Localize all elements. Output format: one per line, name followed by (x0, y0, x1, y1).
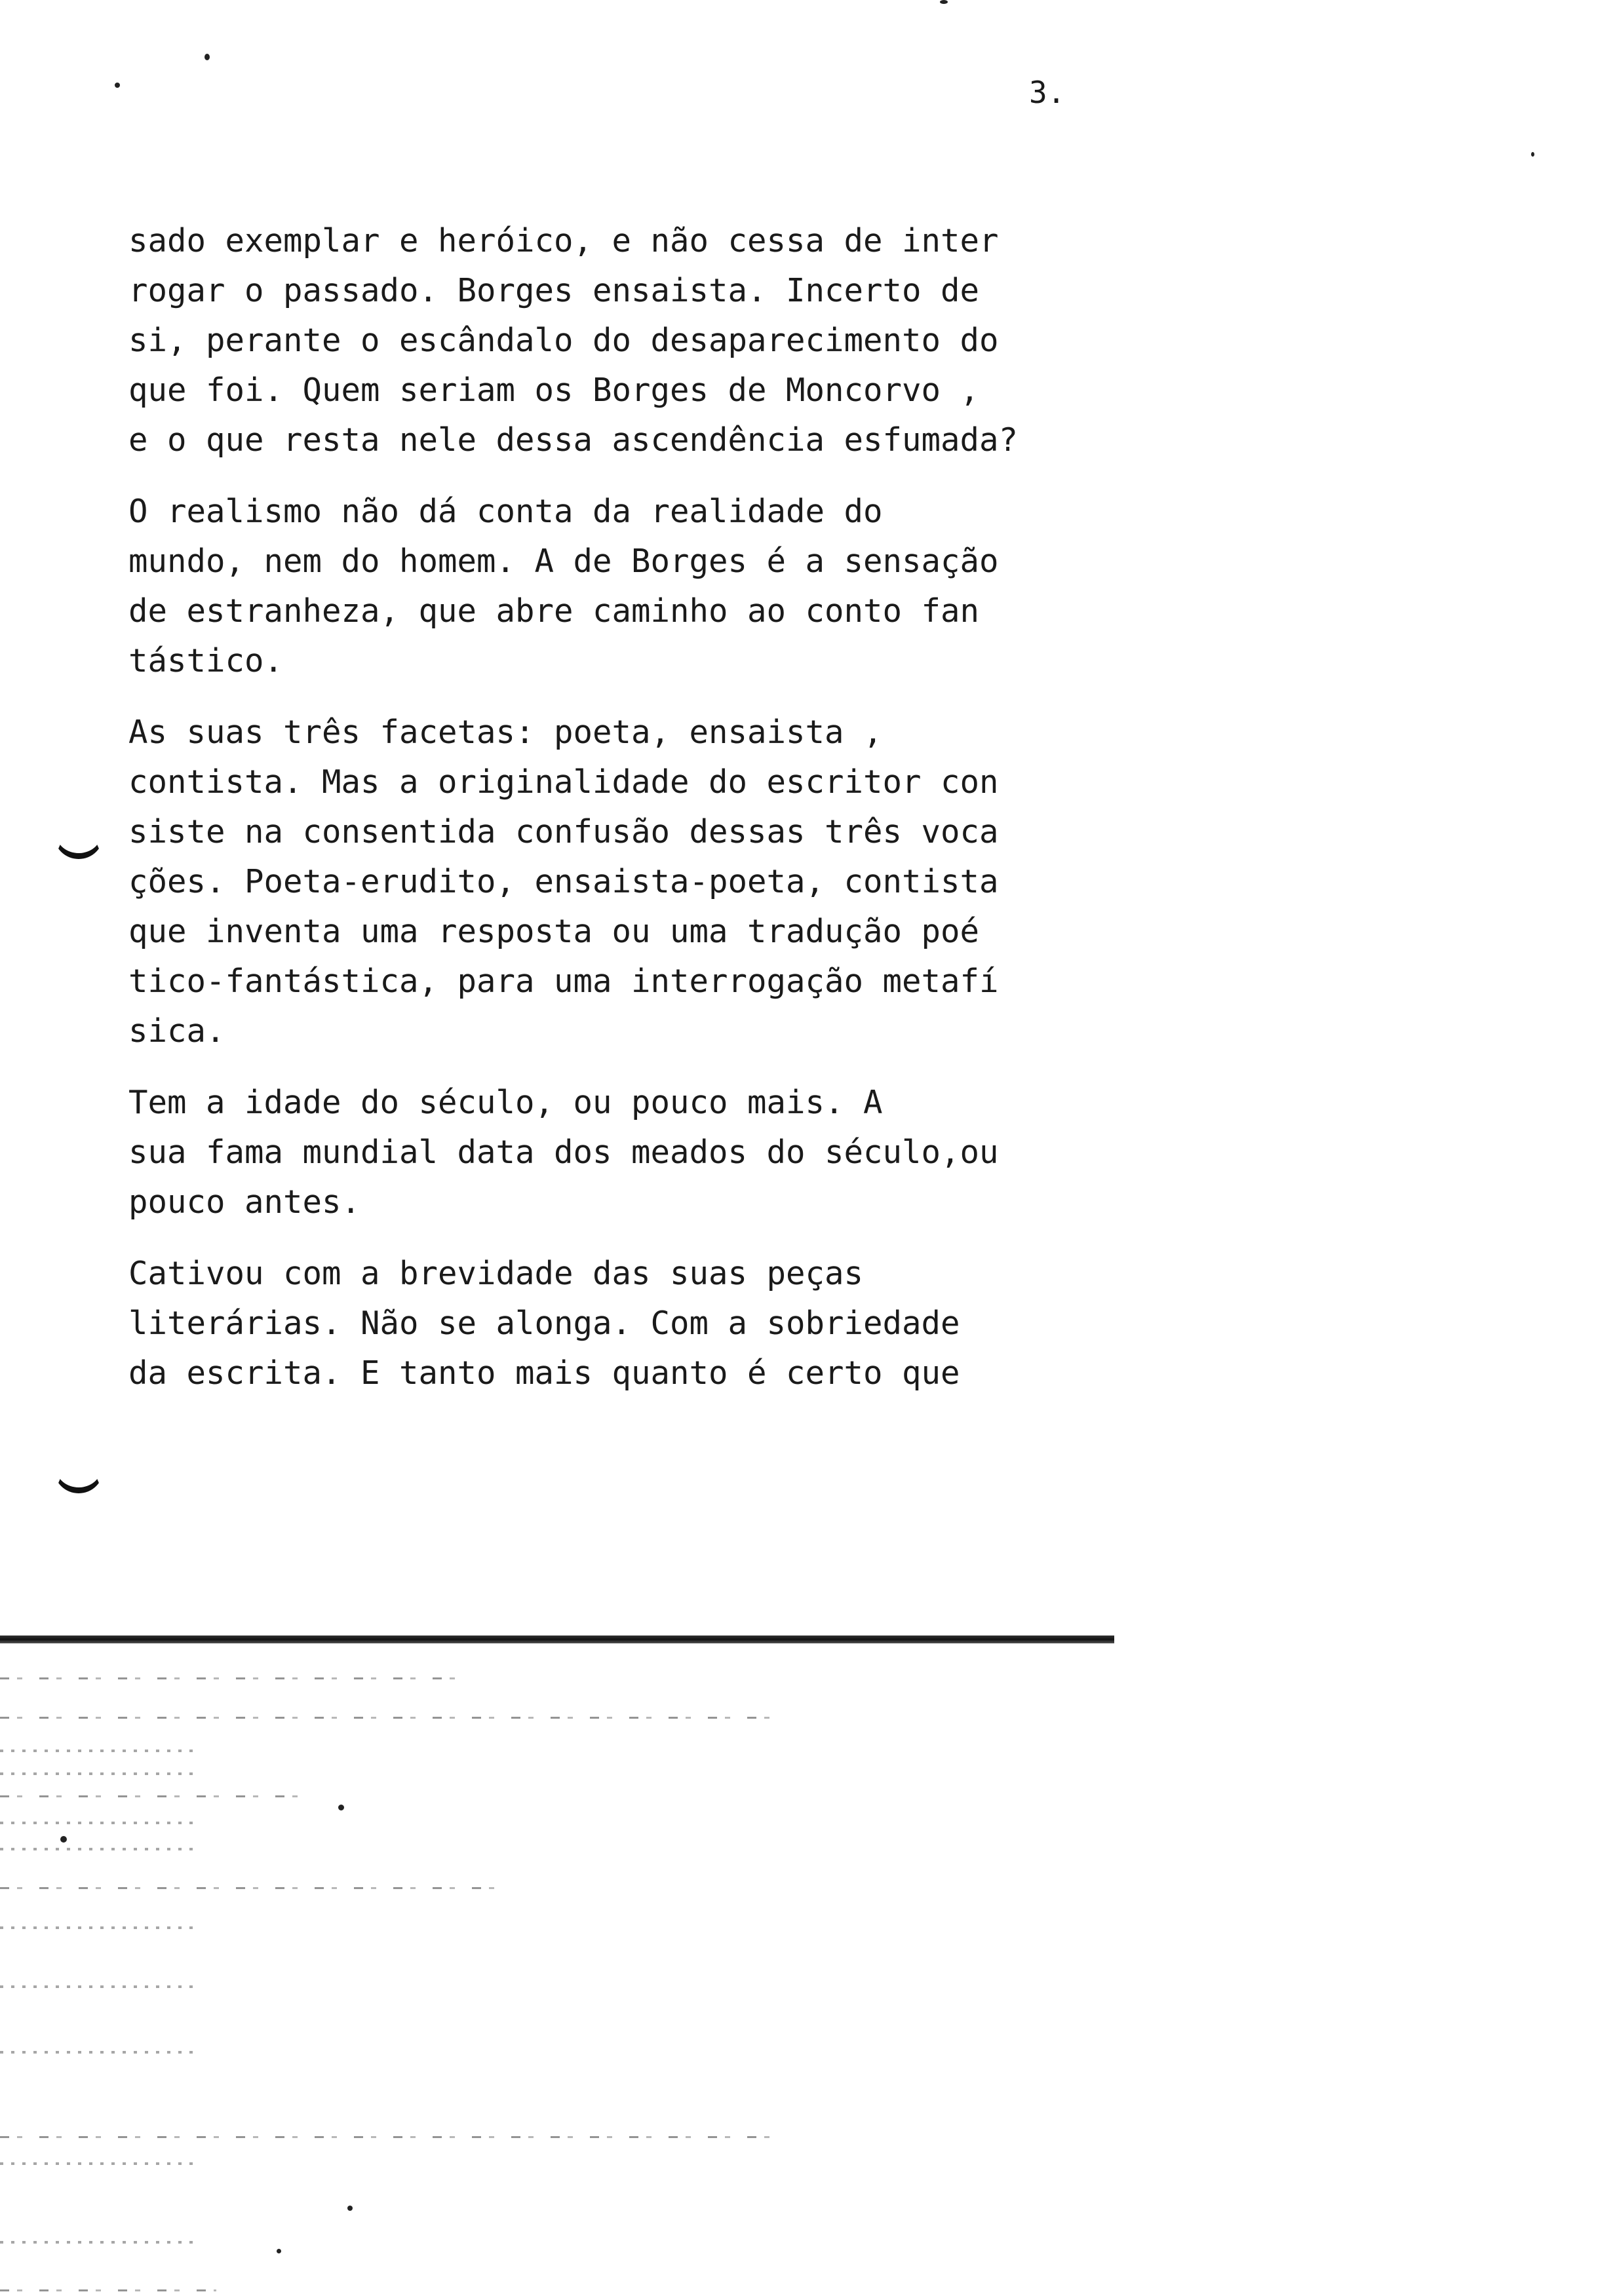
paragraph (128, 708, 1079, 1056)
margin-mark (54, 827, 104, 859)
text-line: ções. Poeta-erudito, ensaista-poeta, contista (128, 863, 999, 900)
scan-artifact-dots (0, 2162, 197, 2165)
text-line: mundo, nem do homem. A de Borges é a sensação (128, 543, 999, 580)
text-line: que inventa uma resposta ou uma tradução poé (128, 913, 980, 950)
page-speck (115, 83, 120, 88)
text-line: sica. (128, 1012, 225, 1050)
margin-mark (54, 1461, 104, 1493)
scan-artifact-line (0, 1887, 511, 1889)
paragraph (128, 216, 1079, 465)
paragraph (128, 1078, 1079, 1227)
text-line: rogar o passado. Borges ensaista. Incerto de (128, 272, 980, 309)
scan-artifact-dots (0, 1926, 197, 1929)
scan-artifact-rule (0, 1636, 1114, 1643)
scan-artifact-dots (0, 1985, 197, 1988)
scan-artifact-dots (0, 1848, 197, 1850)
document-text (128, 216, 1079, 1420)
text-line: siste na consentida confusão dessas três voca (128, 813, 999, 851)
page-speck (204, 54, 210, 60)
text-line: sua fama mundial data dos meados do século,ou (128, 1134, 999, 1171)
text-line: O realismo não dá conta da realidade do (128, 493, 883, 530)
text-line: contista. Mas a originalidade do escritor con (128, 763, 999, 801)
text-line: que foi. Quem seriam os Borges de Moncorvo , (128, 372, 980, 409)
text-line: tico-fantástica, para uma interrogação metafí (128, 963, 999, 1000)
scan-artifact-dots (0, 1822, 197, 1824)
scan-artifact-line (0, 2289, 216, 2291)
page-speck (347, 2206, 353, 2211)
page-speck (1531, 152, 1534, 157)
scan-artifact-line (0, 2136, 787, 2138)
text-line: si, perante o escândalo do desaparecimento do (128, 322, 999, 359)
page-speck (277, 2249, 281, 2253)
text-line: e o que resta nele dessa ascendência esfumada? (128, 421, 1019, 459)
scan-artifact-dots (0, 2241, 197, 2244)
paragraph (128, 1249, 1079, 1398)
scan-artifact-dots (0, 1750, 197, 1752)
scan-artifact-line (0, 1795, 302, 1797)
page-speck (60, 1836, 67, 1843)
text-line: de estranheza, que abre caminho ao conto fan (128, 592, 980, 630)
scan-artifact-line (0, 1677, 472, 1679)
text-line: pouco antes. (128, 1183, 361, 1221)
text-line: Tem a idade do século, ou pouco mais. A (128, 1084, 883, 1121)
scan-artifact-dots (0, 2051, 197, 2054)
scan-artifact-dots (0, 1772, 197, 1775)
page-speck (338, 1805, 344, 1810)
paragraph (128, 487, 1079, 686)
text-line: Cativou com a brevidade das suas peças (128, 1255, 864, 1292)
text-line: literárias. Não se alonga. Com a sobriedade (128, 1305, 960, 1342)
text-line: tástico. (128, 642, 284, 679)
page-speck (940, 0, 948, 4)
text-line: sado exemplar e heróico, e não cessa de inter (128, 222, 999, 259)
page-number: 3. (1029, 75, 1066, 110)
scan-artifact-line (0, 1717, 787, 1719)
text-line: da escrita. E tanto mais quanto é certo que (128, 1354, 960, 1392)
text-line: As suas três facetas: poeta, ensaista , (128, 714, 883, 751)
